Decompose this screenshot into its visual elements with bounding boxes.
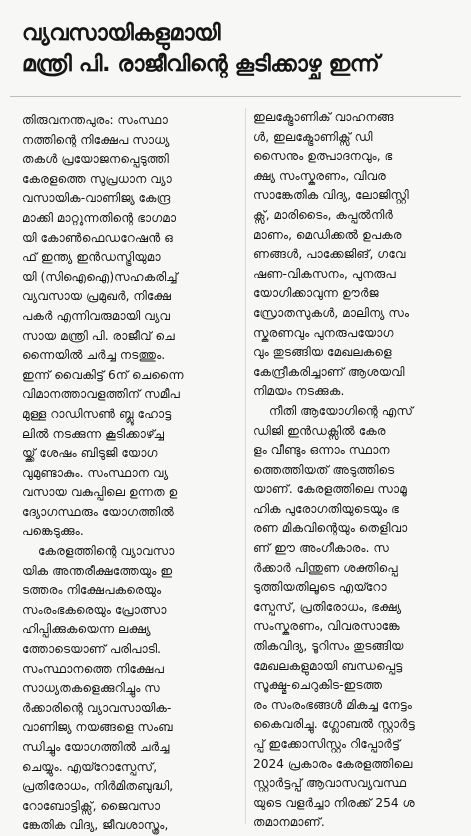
article-line: ഹിക പുരോഗതിയുടെയും ഭ: [253, 501, 399, 516]
article-line: പങ്കെടുക്കും.: [22, 524, 84, 539]
article-line: സംരംഭകരെയും പ്രോത്സാ: [22, 602, 167, 617]
article-line: ഇന്ന് വൈകിട്ട് 6ന് ചെന്നൈ: [22, 367, 184, 382]
article-line: ഫ് ഇന്ത്യ ഇൻഡസ്ട്രിയുമാ: [22, 250, 161, 265]
article-line: വസായിക-വാണിജ്യ കേന്ദ്ര: [22, 191, 171, 206]
article-line: തകൾ പ്രയോജനപ്പെടുത്തി: [22, 152, 169, 167]
article-line: ചെയ്യും. എയ്റോസ്പേസ്,: [22, 759, 158, 774]
article-line: ടുത്തിയതിലൂടെ എയ്റോ: [253, 580, 387, 595]
article-line: കൈവരിച്ചു. ഗ്ലോബൽ സ്റ്റാർട്ട: [253, 717, 415, 732]
article-line: യിക അന്തരീക്ഷത്തേയും ഇ: [22, 563, 173, 578]
article-line: വിമാനത്താവളത്തിന് സമീപ: [22, 387, 180, 402]
article-line: സംസ്കരണം, വിവരസാങ്കേ: [253, 619, 400, 634]
article-line: യുടെ വളർച്ചാ നിരക്ക് 254 ശ: [253, 795, 415, 810]
article-line: തികവിദ്യ, ടൂറിസം തുടങ്ങിയ: [253, 639, 404, 654]
article-column-left: [22, 111, 240, 836]
article-line: സൂക്ഷ്മ-ചെറുകിട-ഇടത്ത: [253, 678, 383, 693]
article-line: കേരളത്തെ സുപ്രധാന വ്യാ: [22, 171, 172, 186]
article-line: യി കോൺഫെഡറേഷൻ ഒ: [22, 230, 173, 245]
column-divider: [245, 108, 246, 824]
article-line: ക്ഷ്യ സംസ്കരണം, വിവര: [253, 168, 386, 183]
article-line: സംസ്ഥാനത്തെ നിക്ഷേപ: [22, 661, 165, 676]
article-line: സ്റ്റാർട്ടപ്പ് ആവാസവ്യവസ്ഥ: [253, 776, 407, 791]
article-line: സാധ്യതകളെക്കുറിച്ചും സ: [22, 681, 160, 696]
article-line: രം സംരംഭങ്ങൾ മികച്ച നേട്ടം: [253, 697, 413, 712]
article-line: ടത്തരം നിക്ഷേപകരെയും: [22, 583, 162, 598]
article-line: ഡിജി ഇൻഡക്സിൽ കേര: [253, 423, 386, 438]
headline: [0, 0, 471, 80]
article-column-right: [253, 108, 461, 833]
article-line: തിരുവനന്തപുരം: സംസ്ഥാ: [22, 113, 168, 127]
article-line: ത്തെത്തിയത് അടുത്തിടെ: [253, 462, 395, 477]
article-line: റോബോട്ടിക്സ്, ജൈവസാ: [22, 798, 161, 813]
article-line: യോഗിക്കാവുന്ന ഊർജ: [253, 286, 379, 301]
article-line: ഷണ-വികസനം, പുനരുപ: [253, 266, 396, 281]
article-line: ണ് ഈ അംഗീകാരം. സ: [253, 541, 389, 556]
article-line: വസായ വകുപ്പിലെ ഉന്നത ഉ: [22, 485, 178, 500]
article-line: ക്സ്, മാരിടൈം, കപ്പൽനിർ: [253, 207, 393, 222]
article-line: വാണിജ്യ നയങ്ങളെ സംബ: [22, 720, 173, 735]
article-line: സ്കരണവും പുനരുപയോഗ: [253, 325, 394, 340]
article-line: സ്പേസ്, പ്രതിരോധം, ഭക്ഷ്യ: [253, 599, 402, 614]
article-line: മുള്ള റാഡിസൺ ബ്ലൂ ഹോട്ട: [22, 406, 172, 421]
article-line: യി (സിഐഐ)സഹകരിച്ച്: [22, 269, 178, 284]
article-line: ർക്കാരിന്റെ വ്യാവസായിക-: [22, 700, 172, 715]
article-line: ൾ, ഇലക്ട്രോണിക്സ് ഡി: [253, 129, 373, 144]
headline-rule: [10, 96, 461, 97]
article-line: തമാനമാണ്.: [253, 815, 325, 830]
headline-line-2: മന്ത്രി പി. രാജീവിന്റെ കൂടിക്കാഴ്ച ഇന്ന്: [22, 52, 380, 77]
article-line: പ്രതിരോധം, നിർമിതബുദ്ധി,: [22, 779, 174, 794]
article-line: ലിൽ നടക്കുന്ന കൂടിക്കാഴ്ച്ച: [22, 426, 165, 441]
article-line: സ്രോതസുകൾ, മാലിന്യ സം: [253, 305, 410, 320]
article-line: മാക്കി മാറ്റുന്നതിന്റെ ഭാഗമാ: [22, 210, 177, 225]
article-line: ഇലക്ട്രോണിക് വാഹനങ്ങ: [253, 110, 394, 124]
article-line: പകർ എന്നിവരുമായി വ്യവ: [22, 308, 171, 323]
article-line: കേരളത്തിന്റെ വ്യാവസാ: [38, 544, 175, 559]
article-line: മേഖലകളുമായി ബന്ധപ്പെട്ട: [253, 658, 403, 673]
article-line: രണ മികവിന്റെയും തെളിവാ: [253, 521, 408, 536]
article-line: യ്ക്ക് ശേഷം ബിടുജി യോഗ: [22, 446, 158, 461]
article-line: 2024 പ്രകാരം കേരളത്തിലെ: [253, 756, 413, 771]
article-line: സാങ്കേതിക വിദ്യ, ലോജിസ്റ്റി: [253, 188, 409, 203]
article-line: ളം വീണ്ടും ഒന്നാം സ്ഥാന: [253, 443, 390, 458]
article-line: സായ മന്ത്രി പി. രാജീവ് ചെ: [22, 328, 175, 343]
article-line: കേന്ദ്രീകരിച്ചാണ് ആശയവി: [253, 364, 405, 379]
article-line: ങ്കേതിക വിദ്യ, ജീവശാസ്ത്രം,: [22, 818, 169, 833]
article-line: ർക്കാർ പിന്തുണ ശക്തിപ്പെ: [253, 560, 398, 575]
article-line: യാണ്. കേരളത്തിലെ സാമൂ: [253, 482, 407, 497]
article-line: മാണം, മെഡിക്കൽ ഉപകര: [253, 227, 402, 242]
article-line: വും തുടങ്ങിയ മേഖലകളെ: [253, 345, 392, 360]
article-line: ന്നൈയിൽ ചർച്ച നടത്തും.: [22, 348, 166, 363]
article-line: ദ്യോഗസ്ഥരും യോഗത്തിൽ: [22, 504, 174, 519]
article-line: സൈനും ഉത്പാദനവും, ഭ: [253, 149, 393, 164]
article-line: ഹിപ്പിക്കുകയെന്ന ലക്ഷ്യ: [22, 622, 151, 637]
article-line: പ്പ് ഇക്കോസിസ്റ്റം റിപ്പോർട്ട്: [253, 737, 401, 751]
article-line: നത്തിന്റെ നിക്ഷേപ സാധ്യ: [22, 132, 170, 147]
article-line: നിമയം നടക്കുക.: [253, 384, 345, 399]
article-line: ണങ്ങൾ, പാക്കേജിങ്, ഗവേ: [253, 247, 406, 262]
article-line: വ്യവസായ പ്രമുഖർ, നിക്ഷേ: [22, 289, 172, 304]
article-line: നീതി ആയോഗിന്റെ എസ്: [269, 403, 414, 418]
headline-line-1: വ്യവസായികളുമായി: [22, 21, 221, 46]
article-line: ത്തോടെയാണ് പരിപാടി.: [22, 642, 161, 657]
article-line: വുമുണ്ടാകും. സംസ്ഥാന വ്യ: [22, 465, 169, 480]
article-line: ന്ധിച്ചും യോഗത്തിൽ ചർച്ച: [22, 740, 170, 754]
